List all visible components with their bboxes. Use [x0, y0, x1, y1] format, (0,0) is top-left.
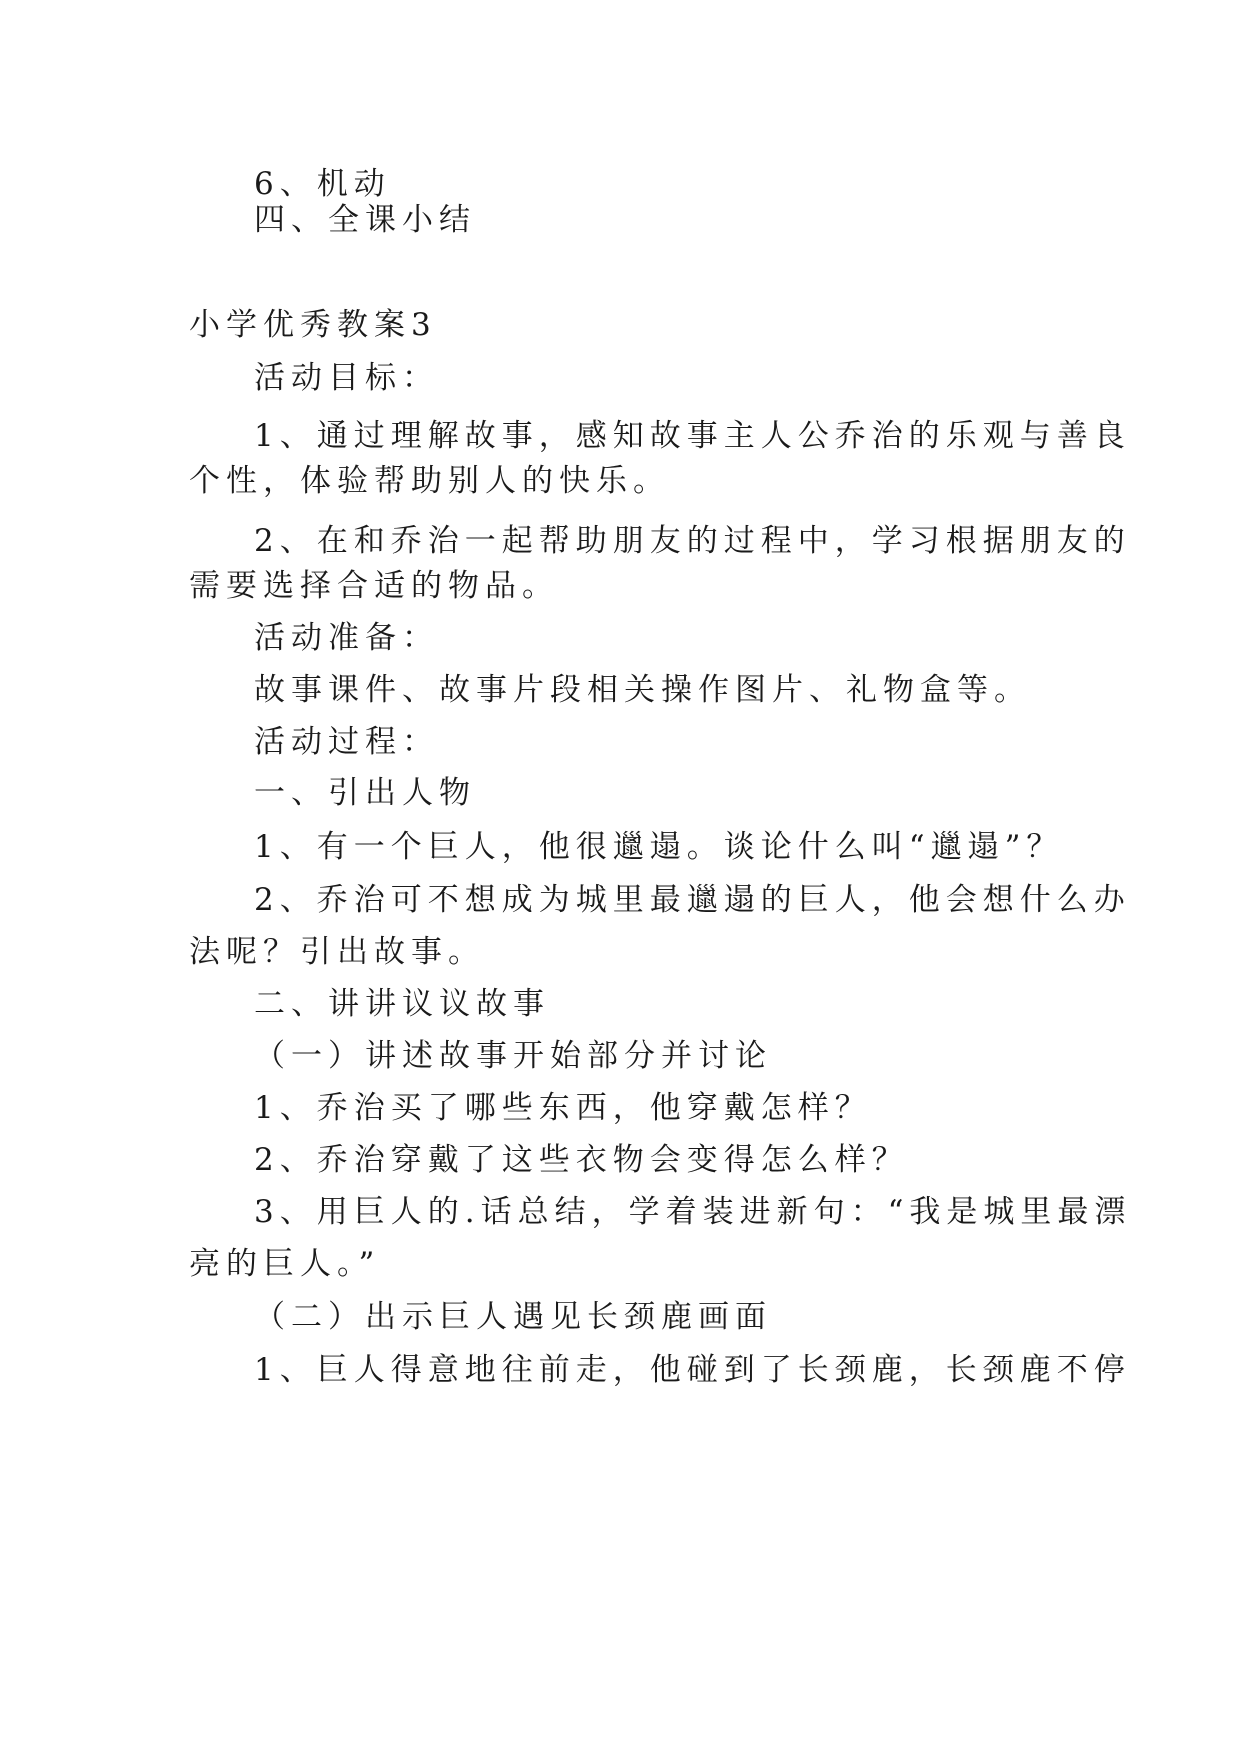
subsection-heading-1: （一）讲述故事开始部分并讨论	[254, 1038, 772, 1074]
goal-2-line-2: 需要选择合适的物品。	[189, 568, 559, 604]
question-3-line-2: 亮的巨人。”	[189, 1246, 381, 1282]
goal-1-line-1: 1、通过理解故事，感知故事主人公乔治的乐观与善良	[254, 418, 1131, 454]
step-2-line-2: 法呢？引出故事。	[189, 934, 485, 970]
step-2-line-1: 2、乔治可不想成为城里最邋遢的巨人，他会想什么办	[254, 882, 1131, 918]
question-1: 1、乔治买了哪些东西，他穿戴怎样？	[254, 1090, 872, 1126]
goal-2-line-1: 2、在和乔治一起帮助朋友的过程中，学习根据朋友的	[254, 523, 1131, 559]
heading-activity-goals: 活动目标：	[254, 360, 439, 396]
giraffe-step-1: 1、巨人得意地往前走，他碰到了长颈鹿，长颈鹿不停	[254, 1352, 1131, 1388]
goal-1-line-2: 个性，体验帮助别人的快乐。	[189, 463, 670, 499]
heading-activity-prep: 活动准备：	[254, 620, 439, 656]
lesson-title: 小学优秀教案3	[189, 307, 437, 343]
heading-activity-process: 活动过程：	[254, 724, 439, 760]
subsection-heading-2: （二）出示巨人遇见长颈鹿画面	[254, 1299, 772, 1335]
section-heading-introduce: 一、引出人物	[254, 775, 476, 811]
section-heading-story: 二、讲讲议议故事	[254, 986, 550, 1022]
question-3-line-1: 3、用巨人的.话总结，学着装进新句：“我是城里最漂	[254, 1194, 1132, 1230]
prep-materials: 故事课件、故事片段相关操作图片、礼物盒等。	[254, 672, 1031, 708]
question-2: 2、乔治穿戴了这些衣物会变得怎么样？	[254, 1142, 909, 1178]
section-heading-summary: 四、全课小结	[254, 202, 476, 238]
step-1-giant: 1、有一个巨人，他很邋遢。谈论什么叫“邋遢”？	[254, 829, 1064, 865]
list-item-mobile: 6、机动	[254, 166, 391, 202]
